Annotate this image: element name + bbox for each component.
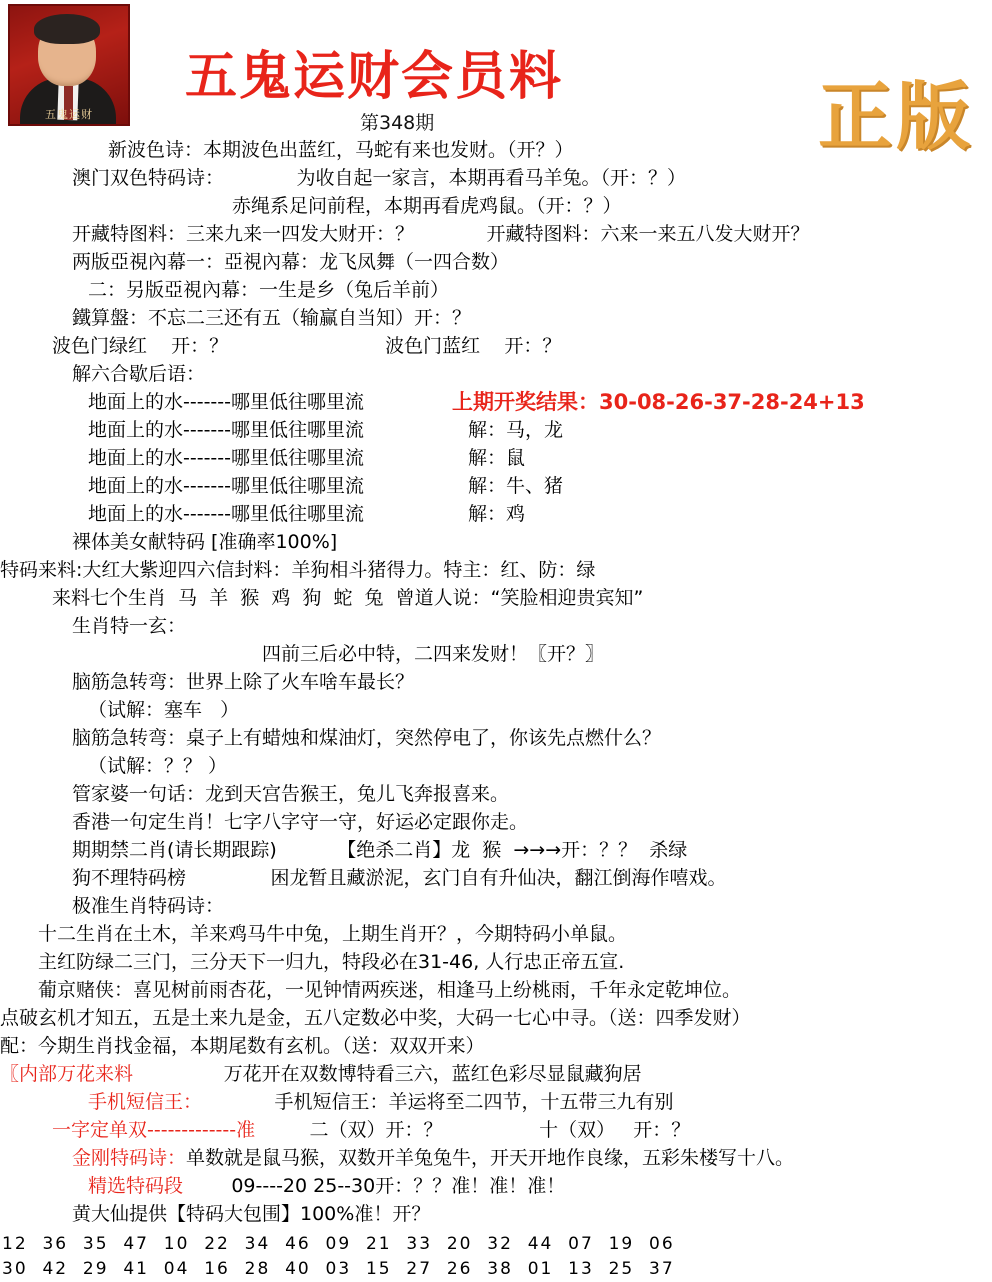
line-qigexiao: 来料七个生肖 马 羊 猴 鸡 狗 蛇 兔 曾道人说：“笑脸相迎贵宾知”	[52, 587, 644, 609]
line-huangdaxian	[0, 1200, 992, 1228]
line-yashi-2: 二：另版亞視內幕：一生是乡（兔后羊前）	[88, 279, 450, 301]
line-neibu-black: 万花开在双数博特看三六，蓝红色彩尽显鼠藏狗居	[133, 1063, 642, 1085]
line-jingang-black: 单数就是鼠马猴，双数开羊兔兔牛，开天开地作良缘，五彩朱楼写十八。	[186, 1147, 795, 1169]
line-pujing: 葡京赌侠：喜见树前雨杏花，一见钟情两疾迷，相逢马上纷桃雨，千年永定乾坤位。	[38, 979, 742, 1001]
line-naojin-1: 脑筋急转弯：世界上除了火车啥车最长？	[72, 671, 415, 693]
line-jizhun-title: 极准生肖特码诗：	[72, 895, 225, 917]
line-shouji-red: 手机短信王：	[88, 1091, 203, 1113]
line-amtema-2: 赤绳系足问前程，本期再看虎鸡鼠。（开：？）	[232, 195, 622, 217]
riddle-answer-4: 解：牛、猪	[468, 475, 564, 497]
line-pei: 配：今期生肖找金福，本期尾数有玄机。（送：双双开来）	[0, 1035, 485, 1057]
riddle-text-2: 地面上的水-------哪里低往哪里流	[88, 419, 364, 441]
line-jingxuan-red: 精选特码段	[88, 1175, 184, 1197]
line-luoti: 裸体美女献特码 [准确率100%]	[72, 531, 338, 553]
line-siqian: 四前三后必中特，二四来发财！〖开？〗	[262, 643, 605, 665]
line-jingxuan	[0, 1172, 992, 1200]
draw-result	[452, 388, 865, 416]
line-jingang	[0, 1144, 992, 1172]
page-title: 五鬼运财会员料	[185, 47, 564, 107]
riddle-answer-5: 解：鸡	[468, 503, 526, 525]
line-jieliuhe: 解六合歇后语：	[72, 363, 206, 385]
line-xinbose: 新波色诗：本期波色出蓝红，马蛇有来也发财。（开？）	[108, 139, 574, 161]
line-kaicang: 开藏特图料：三来九来一四发大财开：？ 开藏特图料：六来一来五八发大财开？	[72, 223, 810, 245]
line-yizi	[0, 1116, 992, 1144]
line-jingxuan-black: 09----20 25--30开：？？准！准！准！	[183, 1175, 566, 1197]
riddle-row-1	[0, 388, 992, 416]
line-neibu	[0, 1060, 992, 1088]
line-amtema-1: 澳门双色特码诗： 为收自起一家言，本期再看马羊兔。（开：？）	[72, 167, 686, 189]
riddle-text-1: 地面上的水-------哪里低往哪里流	[88, 391, 364, 413]
line-jizhun-2: 主红防绿二三门，三分天下一归九，特段必在31-46, 人行忠正帝五宣.	[38, 951, 625, 973]
line-goubuli: 狗不理特码榜 困龙暂且藏淤泥，玄门自有升仙决，翻江倒海作嘻戏。	[72, 867, 727, 889]
portrait-photo	[8, 4, 130, 126]
riddle-row-2	[0, 416, 992, 444]
line-jizhun-1: 十二生肖在土木，羊来鸡马牛中兔，上期生肖开？，今期特码小单鼠。	[38, 923, 628, 945]
riddle-row-3	[0, 444, 992, 472]
draw-result-label: 上期开奖结果：	[452, 390, 599, 414]
line-tiesuanpan: 鐵算盤：不忘二三还有五（输赢自当知）开：？	[72, 307, 472, 329]
riddle-row-4	[0, 472, 992, 500]
portrait-hair	[34, 14, 100, 44]
line-shouji	[0, 1088, 992, 1116]
line-bosemen: 波色门绿红 开：？ 波色门蓝红 开：？	[52, 335, 562, 357]
tail-numbers-row-2: 30 42 29 41 04 16 28 40 03 15 27 26 38 01 13 25 37	[2, 1259, 675, 1279]
line-naojin-1-answer: （试解：塞车 ）	[88, 699, 240, 721]
line-yashi-1: 两版亞視內幕一：亞視內幕：龙飞凤舞（一四合数）	[72, 251, 510, 273]
issue-number: 第348期	[360, 112, 435, 134]
portrait-caption: 五鬼运财	[45, 108, 93, 121]
line-naojin-2: 脑筋急转弯：桌子上有蜡烛和煤油灯，突然停电了，你该先点燃什么？	[72, 727, 662, 749]
line-shengxiaote: 生肖特一玄：	[72, 615, 187, 637]
official-stamp: 正版	[818, 74, 974, 160]
riddle-row-5	[0, 500, 992, 528]
line-dianpo: 点破玄机才知五，五是土来九是金，五八定数必中奖，大码一七心中寻。（送：四季发财）	[0, 1007, 751, 1029]
line-naojin-2-answer: （试解：？？ ）	[88, 755, 228, 777]
line-yizi-black: 二（双）开：？ 十（双） 开：？	[255, 1119, 691, 1141]
line-huangdaxian-black: 黄大仙提供【特码大包围】100%准！开？	[72, 1203, 431, 1225]
line-shouji-black: 手机短信王：羊运将至二四节，十五带三九有别	[202, 1091, 674, 1113]
riddle-answer-2: 解：马，龙	[468, 419, 564, 441]
line-xianggang: 香港一句定生肖！七字八字守一守，好运必定跟你走。	[72, 811, 529, 833]
line-qiqijin: 期期禁二肖(请长期跟踪) 【绝杀二肖】龙 猴 →→→开：？？ 杀绿	[72, 839, 688, 861]
line-yizi-red: 一字定单双-------------准	[52, 1119, 256, 1141]
document-content	[0, 136, 992, 1282]
riddle-text-3: 地面上的水-------哪里低往哪里流	[88, 447, 364, 469]
riddle-answer-3: 解：鼠	[468, 447, 526, 469]
riddle-text-5: 地面上的水-------哪里低往哪里流	[88, 503, 364, 525]
riddle-text-4: 地面上的水-------哪里低往哪里流	[88, 475, 364, 497]
line-temalailiao: 特码来料:大红大紫迎四六信封料：羊狗相斗猪得力。特主：红、防：绿	[0, 559, 596, 581]
tail-numbers-row-1: 12 36 35 47 10 22 34 46 09 21 33 20 32 44 07 19 06	[2, 1234, 675, 1254]
line-neibu-red: 〖内部万花来料	[0, 1063, 134, 1085]
line-guanjiapo: 管家婆一句话：龙到天宫告猴王，兔儿飞奔报喜来。	[72, 783, 510, 805]
line-jingang-red: 金刚特码诗：	[72, 1147, 187, 1169]
draw-result-numbers: 30-08-26-37-28-24+13	[599, 390, 865, 414]
